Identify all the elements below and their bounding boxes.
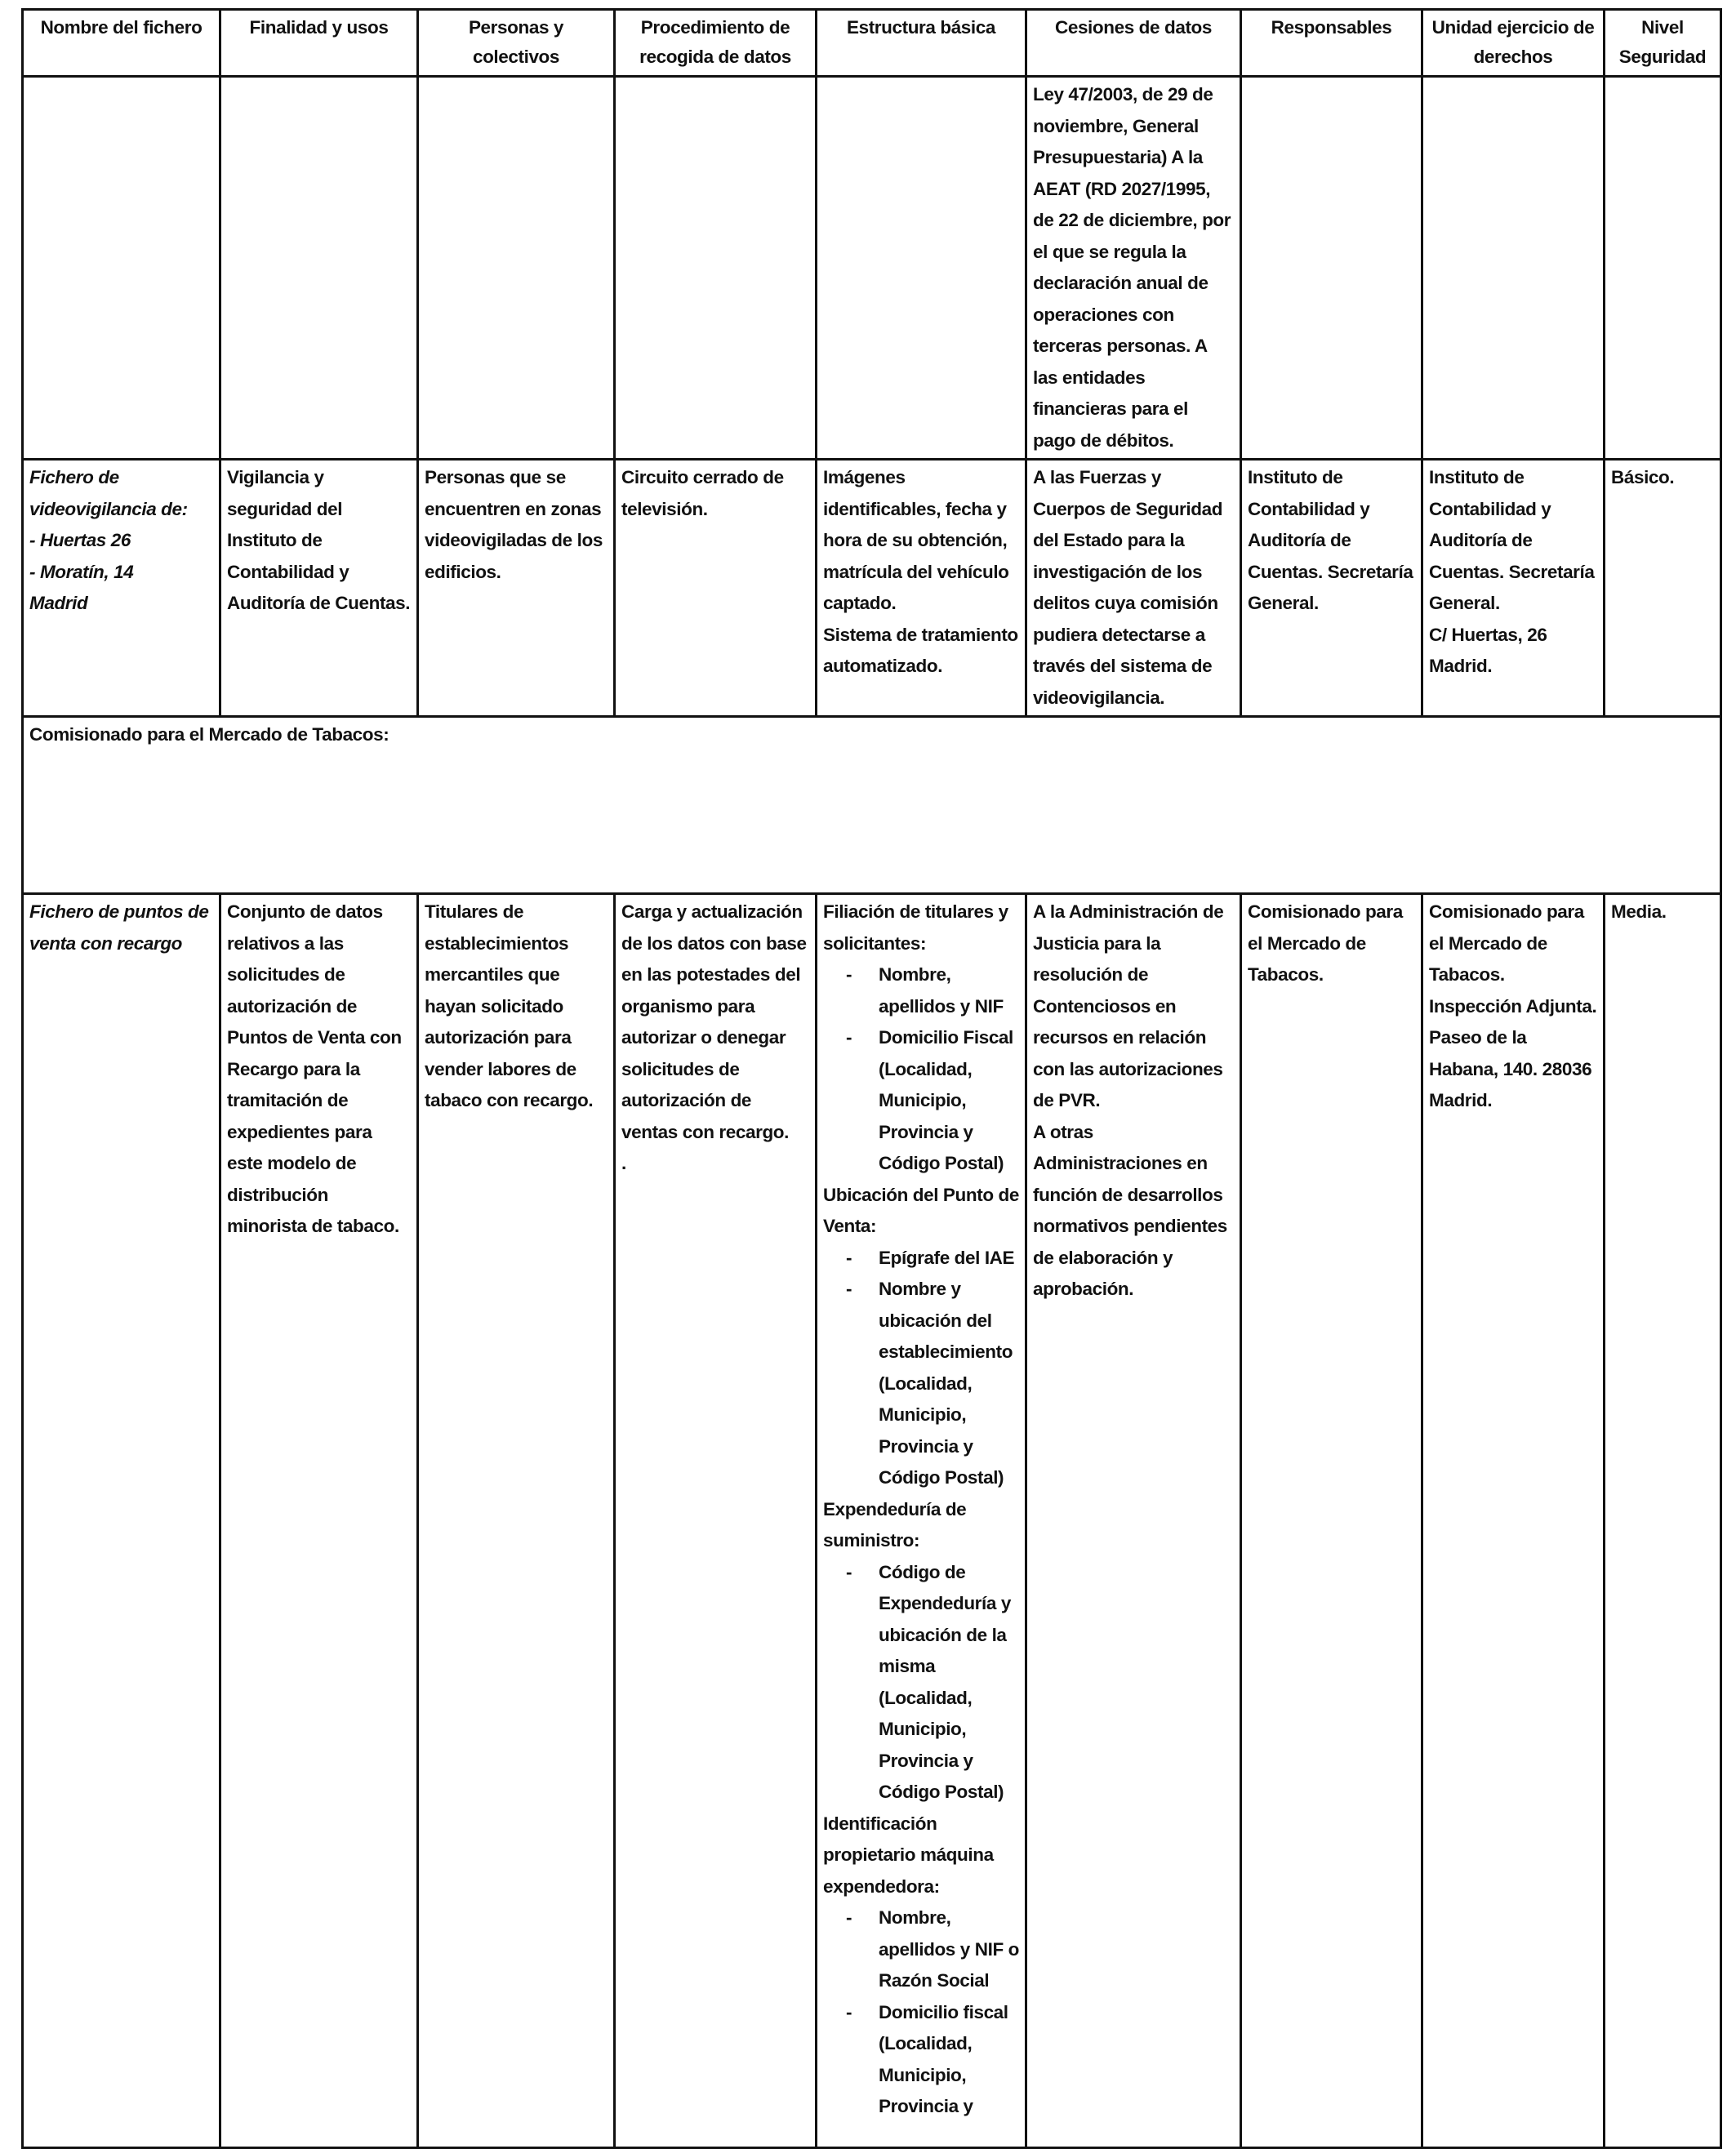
estructura-group-title: Ubicación del Punto de Venta: [823, 1184, 1019, 1236]
empty-cell [418, 77, 615, 460]
empty-cell [220, 77, 418, 460]
header-cell: Personas y colectivos [418, 10, 615, 77]
estructura-cell: Imágenes identificables, fecha y hora de su obtención, matrícula del vehículo captado. Sistema de tratamiento automatizado. [817, 460, 1026, 717]
procedimiento-cell: Carga y actualización de los datos con base en las potestades del organismo para autorizar o denegar solicitudes de autorización de ventas con recargo. . [615, 894, 817, 2148]
personas-cell: Personas que se encuentren en zonas videovigiladas de los edificios. [418, 460, 615, 717]
list-item: - Epígrafe del IAE [846, 1247, 1015, 1268]
list-item: - Código de Expendeduría y ubicación de la misma (Localidad, Municipio, Provincia y Código Postal) [846, 1561, 1011, 1802]
estructura-group-title: Identificación propietario máquina expendedora: [823, 1813, 994, 1897]
estructura-list [823, 1902, 1019, 2123]
personas-cell: Titulares de establecimientos mercantiles que hayan solicitado autorización para vender labores de tabaco con recargo. [418, 894, 615, 2148]
finalidad-cell: Vigilancia y seguridad del Instituto de Contabilidad y Auditoría de Cuentas. [220, 460, 418, 717]
list-item: - Nombre y ubicación del establecimiento (Localidad, Municipio, Provincia y Código Postal) [846, 1279, 1013, 1488]
empty-cell [1605, 77, 1721, 460]
table-row-videovigilancia [23, 460, 1721, 717]
responsables-cell: Comisionado para el Mercado de Tabacos. [1241, 894, 1422, 2148]
header-cell: Nivel Seguridad [1605, 10, 1721, 77]
finalidad-cell: Conjunto de datos relativos a las solicitudes de autorización de Puntos de Venta con Recargo para la tramitación de expedientes para este modelo de distribución minorista de tabaco. [220, 894, 418, 2148]
list-item: - Domicilio fiscal (Localidad, Municipio, Provincia y [846, 2001, 1008, 2116]
cesiones-cell: A las Fuerzas y Cuerpos de Seguridad del Estado para la investigación de los delitos cuya comisión pudiera detectarse a través del sistema de videovigilancia. [1026, 460, 1241, 717]
empty-cell [1422, 77, 1605, 460]
header-cell: Finalidad y usos [220, 10, 418, 77]
estructura-group-title: Expendeduría de suministro: [823, 1498, 967, 1551]
estructura-list [823, 1243, 1019, 1494]
list-item: - Nombre, apellidos y NIF [846, 964, 1004, 1017]
unidad-derechos-cell: Comisionado para el Mercado de Tabacos. Inspección Adjunta. Paseo de la Habana, 140. 28036 Madrid. [1422, 894, 1605, 2148]
cesiones-cell: Ley 47/2003, de 29 de noviembre, General Presupuestaria) A la AEAT (RD 2027/1995, de 22 de diciembre, por el que se regula la declaración anual de operaciones con terceras personas. A las entidades financieras para el pago de débitos. [1026, 77, 1241, 460]
empty-cell [1241, 77, 1422, 460]
cesiones-cell: A la Administración de Justicia para la resolución de Contenciosos en recursos en relación con las autorizaciones de PVR. A otras Administraciones en función de desarrollos normativos pendientes de elaboración y aprobación. [1026, 894, 1241, 2148]
header-row [23, 10, 1721, 77]
section-row [23, 717, 1721, 894]
empty-cell [23, 77, 220, 460]
estructura-cell [817, 894, 1026, 2148]
header-cell: Nombre del fichero [23, 10, 220, 77]
section-heading-cell [23, 717, 1721, 894]
procedimiento-cell: Circuito cerrado de televisión. [615, 460, 817, 717]
nombre-fichero-cell: Fichero de videovigilancia de: - Huertas 26 - Moratín, 14 Madrid [23, 460, 220, 717]
header-cell: Procedimiento de recogida de datos [615, 10, 817, 77]
data-files-table [21, 8, 1722, 2149]
list-item: - Domicilio Fiscal (Localidad, Municipio, Provincia y Código Postal) [846, 1027, 1013, 1173]
table-row-puntos-venta [23, 894, 1721, 2148]
list-item: - Nombre, apellidos y NIF o Razón Social [846, 1907, 1019, 1991]
table-row-continued [23, 77, 1721, 460]
empty-cell [817, 77, 1026, 460]
responsables-cell: Instituto de Contabilidad y Auditoría de Cuentas. Secretaría General. [1241, 460, 1422, 717]
estructura-group-title: Filiación de titulares y solicitantes: [823, 901, 1008, 954]
section-heading: Comisionado para el Mercado de Tabacos: [29, 724, 389, 745]
header-cell: Cesiones de datos [1026, 10, 1241, 77]
nombre-fichero-cell: Fichero de puntos de venta con recargo [23, 894, 220, 2148]
empty-cell [615, 77, 817, 460]
nivel-seguridad-cell: Media. [1605, 894, 1721, 2148]
header-cell: Unidad ejercicio de derechos [1422, 10, 1605, 77]
header-cell: Responsables [1241, 10, 1422, 77]
estructura-list [823, 959, 1019, 1180]
header-cell: Estructura básica [817, 10, 1026, 77]
unidad-derechos-cell: Instituto de Contabilidad y Auditoría de Cuentas. Secretaría General. C/ Huertas, 26 Madrid. [1422, 460, 1605, 717]
estructura-list [823, 1557, 1019, 1809]
nivel-seguridad-cell: Básico. [1605, 460, 1721, 717]
